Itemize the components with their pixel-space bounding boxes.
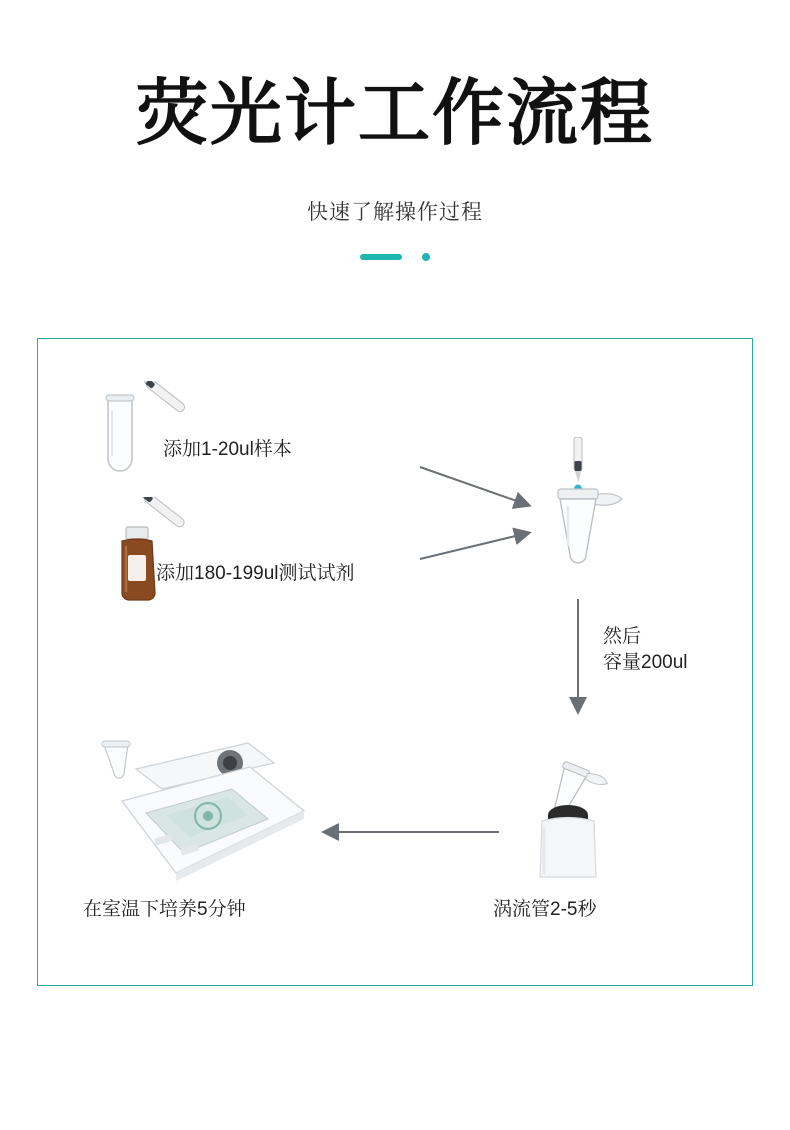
- step-label-add-reagent: 添加180-199ul测试试剂: [156, 563, 355, 584]
- divider-bar: [360, 254, 402, 260]
- vortex-mixer-icon: [508, 759, 638, 884]
- workflow-diagram: [37, 338, 753, 986]
- reagent-bottle-with-pipette-icon: [88, 497, 228, 612]
- then-line-2: 容量200ul: [603, 651, 688, 673]
- arrow-sample-to-tube: [416, 461, 546, 516]
- fluorometer-device-icon: [98, 727, 328, 892]
- title-divider: [360, 252, 430, 261]
- page-header: [0, 0, 790, 261]
- step-label-then-volume: [603, 624, 688, 675]
- arrow-reagent-to-tube: [416, 521, 546, 571]
- arrow-vortex-to-fluorometer: [313, 819, 503, 845]
- step-label-vortex: 涡流管2-5秒: [493, 899, 597, 920]
- divider-dot: [422, 253, 430, 261]
- test-tube-with-pipette-icon: [98, 381, 218, 486]
- eppendorf-tube-icon: [538, 437, 648, 587]
- step-label-add-sample: 添加1-20ul样本: [163, 439, 292, 460]
- step-label-incubate: 在室温下培养5分钟: [83, 899, 246, 920]
- then-line-1: 然后: [603, 626, 642, 647]
- page-subtitle: 快速了解操作过程: [307, 201, 483, 224]
- arrow-tube-to-vortex: [563, 599, 593, 724]
- page-title: 荧光计工作流程: [135, 74, 654, 154]
